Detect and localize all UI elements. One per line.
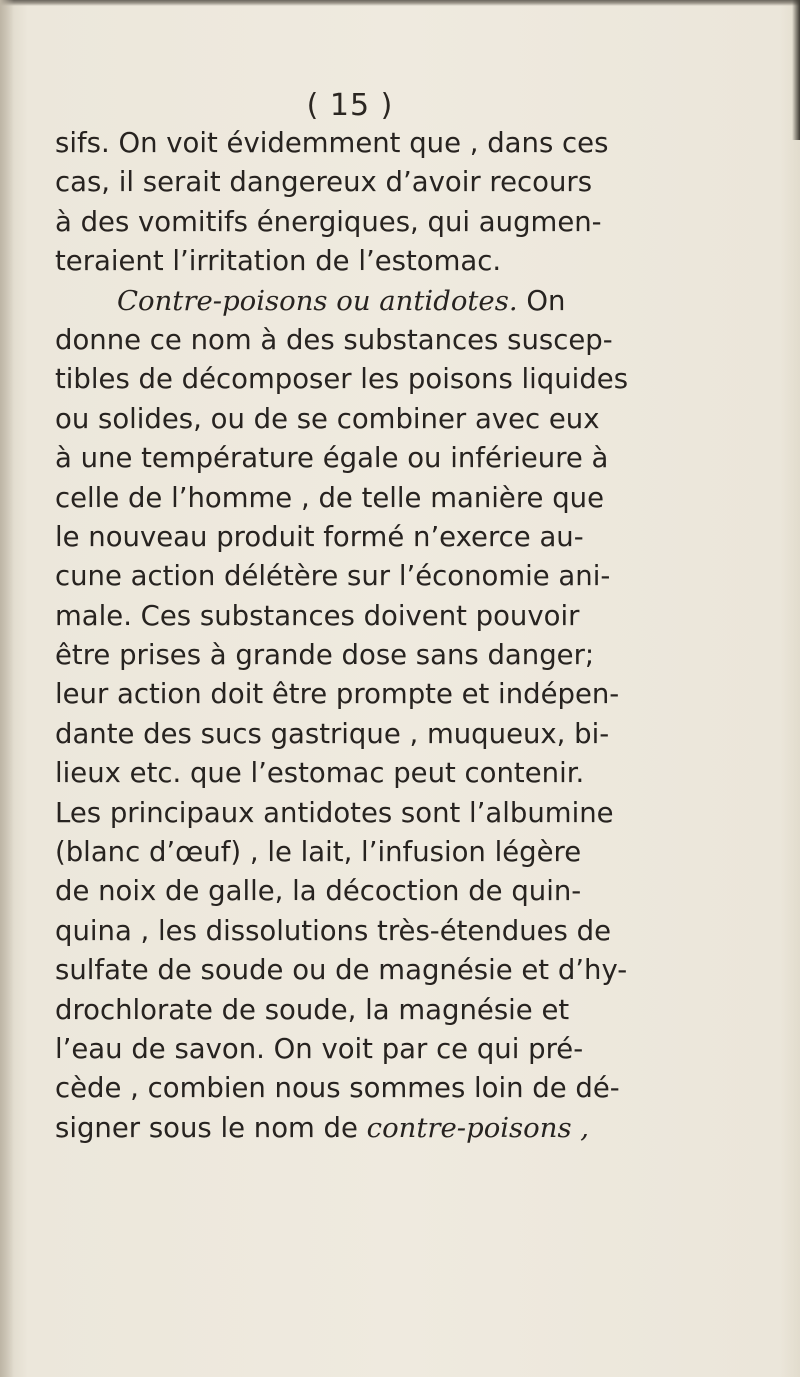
final-line-italic: contre-poisons , xyxy=(366,1111,590,1144)
text-line: à une température égale ou inférieure à xyxy=(55,442,609,475)
text-line: quina , les dissolutions très-étendues de xyxy=(55,914,612,947)
text-line: dante des sucs gastrique , muqueux, bi- xyxy=(55,717,610,750)
text-line: l’eau de savon. On voit par ce qui pré- xyxy=(55,1032,584,1065)
text-line: leur action doit être prompte et indépen- xyxy=(55,678,620,711)
heading-continuation: On xyxy=(517,284,566,317)
text-line: cas, il serait dangereux d’avoir recours xyxy=(55,166,593,199)
text-line: sifs. On voit évidemment que , dans ces xyxy=(55,127,609,159)
text-line: de noix de galle, la décoction de quin- xyxy=(55,875,582,908)
text-line: sulfate de soude ou de magnésie et d’hy- xyxy=(55,954,628,987)
text-line: cède , combien nous sommes loin de dé- xyxy=(55,1072,620,1105)
text-line: lieux etc. que l’estomac peut contenir. xyxy=(55,757,585,790)
section-heading: Contre-poisons ou antidotes. xyxy=(117,284,518,317)
text-line: (blanc d’œuf) , le lait, l’infusion légère xyxy=(55,836,582,869)
body-text xyxy=(55,124,775,1148)
text-line: à des vomitifs énergiques, qui augmen- xyxy=(55,205,602,238)
text-line: être prises à grande dose sans danger; xyxy=(55,639,595,672)
final-line-text: signer sous le nom de xyxy=(55,1111,367,1144)
page-number: ( 15 ) xyxy=(306,88,394,123)
section-heading-line xyxy=(55,282,775,321)
text-line: tibles de décomposer les poisons liquides xyxy=(55,363,629,396)
page-right-edge xyxy=(792,0,800,140)
text-line: Les principaux antidotes sont l’albumine xyxy=(55,796,614,829)
text-line: cune action délétère sur l’économie ani- xyxy=(55,560,611,593)
text-line: male. Ces substances doivent pouvoir xyxy=(55,599,580,632)
page-top-edge xyxy=(0,0,800,6)
text-line: teraient l’irritation de l’estomac. xyxy=(55,245,502,278)
text-line: celle de l’homme , de telle manière que xyxy=(55,481,605,514)
text-line: donne ce nom à des substances suscep- xyxy=(55,323,613,356)
final-line xyxy=(55,1109,775,1148)
text-line: ou solides, ou de se combiner avec eux xyxy=(55,402,600,435)
text-line: le nouveau produit formé n’exerce au- xyxy=(55,520,584,553)
page-left-shadow xyxy=(0,0,14,1377)
text-line: drochlorate de soude, la magnésie et xyxy=(55,993,570,1026)
